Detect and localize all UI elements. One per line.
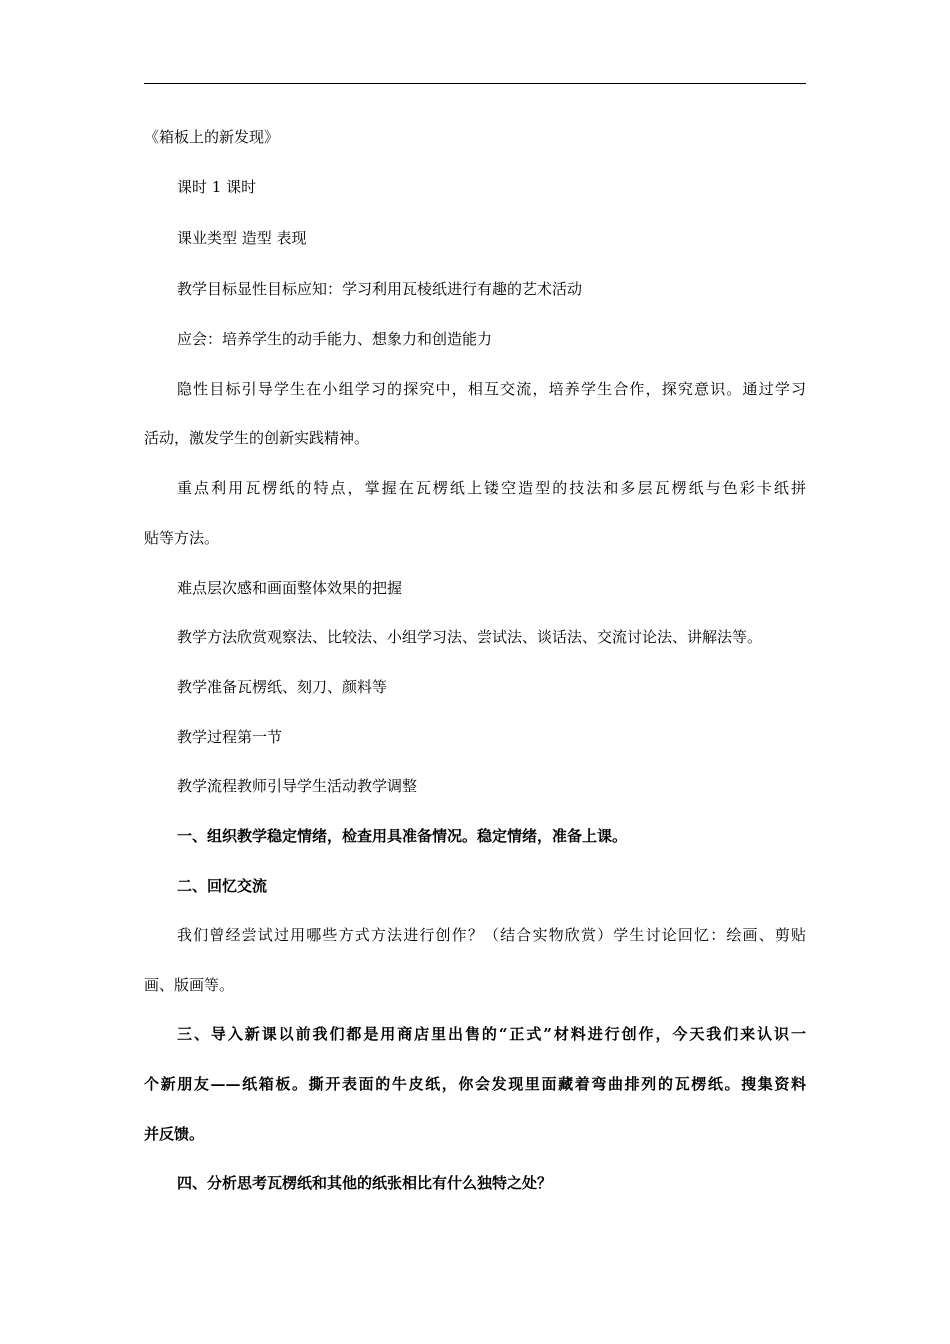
paragraph-implicit-goals-line-1: 隐性目标引导学生在小组学习的探究中，相互交流，培养学生合作，探究意识。通过学习 [177, 380, 806, 398]
paragraph-key-points-line-2: 贴等方法。 [144, 529, 220, 547]
section-2-recall: 二、回忆交流 [177, 877, 268, 895]
paragraph-lesson-hours: 课时 1 课时 [177, 178, 257, 196]
paragraph-key-points-line-1: 重点利用瓦楞纸的特点，掌握在瓦楞纸上镂空造型的技法和多层瓦楞纸与色彩卡纸拼 [177, 479, 806, 497]
paragraph-recall-line-2: 画、版画等。 [144, 976, 235, 994]
paragraph-difficulties: 难点层次感和画面整体效果的把握 [177, 579, 403, 597]
paragraph-teaching-process: 教学过程第一节 [177, 728, 283, 746]
paragraph-lesson-type: 课业类型 造型 表现 [177, 229, 307, 247]
section-4-analysis: 四、分析思考瓦楞纸和其他的纸张相比有什么独特之处？ [177, 1174, 553, 1192]
paragraph-ability-goals: 应会：培养学生的动手能力、想象力和创造能力 [177, 330, 493, 348]
paragraph-teaching-prep: 教学准备瓦楞纸、刻刀、颜料等 [177, 678, 388, 696]
paragraph-recall-line-1: 我们曾经尝试过用哪些方式方法进行创作？（结合实物欣赏）学生讨论回忆：绘画、剪贴 [177, 926, 806, 944]
paragraph-teaching-flow: 教学流程教师引导学生活动教学调整 [177, 777, 418, 795]
paragraph-teaching-methods: 教学方法欣赏观察法、比较法、小组学习法、尝试法、谈话法、交流讨论法、讲解法等。 [177, 628, 763, 646]
section-3-intro-line-1: 三、导入新课以前我们都是用商店里出售的“正式”材料进行创作，今天我们来认识一 [177, 1025, 806, 1043]
header-rule [144, 83, 806, 84]
section-3-intro-line-3: 并反馈。 [144, 1125, 205, 1143]
paragraph-explicit-goals: 教学目标显性目标应知：学习利用瓦棱纸进行有趣的艺术活动 [177, 280, 583, 298]
document-title: 《箱板上的新发现》 [144, 128, 280, 146]
paragraph-implicit-goals-line-2: 活动，激发学生的创新实践精神。 [144, 429, 370, 447]
section-3-intro-line-2: 个新朋友——纸箱板。撕开表面的牛皮纸，你会发现里面藏着弯曲排列的瓦楞纸。搜集资料 [144, 1075, 806, 1093]
section-1-organize: 一、组织教学稳定情绪，检查用具准备情况。稳定情绪，准备上课。 [177, 827, 628, 845]
